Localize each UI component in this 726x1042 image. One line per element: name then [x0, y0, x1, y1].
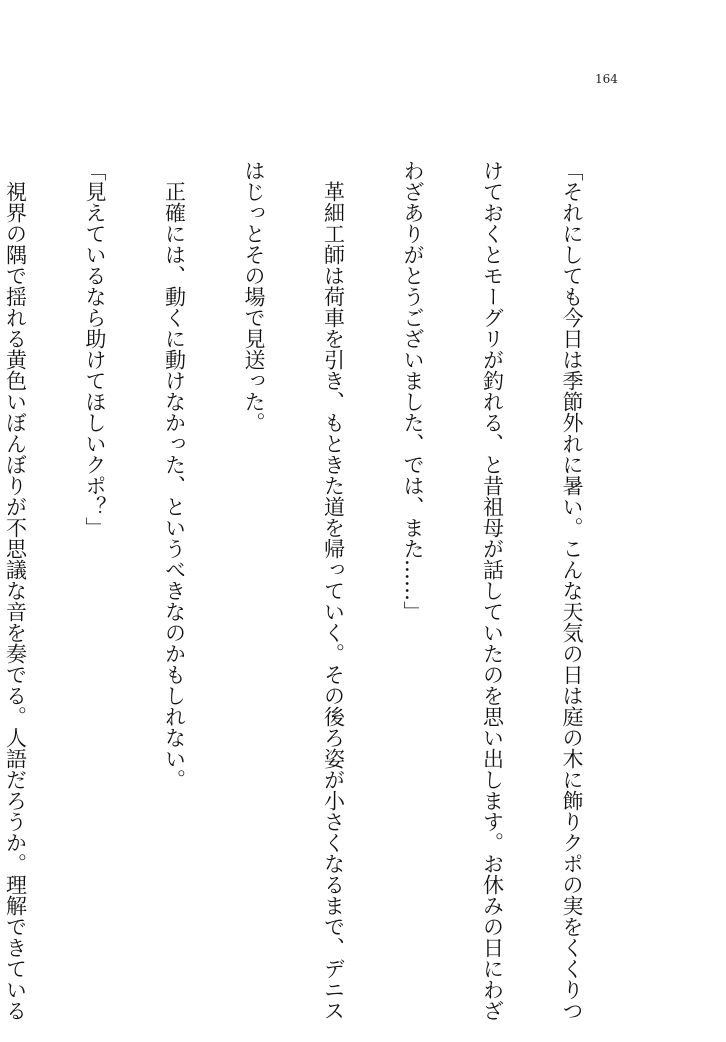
text-line: 革細工師は荷車を引き、もときた道を帰っていく。その後ろ姿が小さくなるまで、デニス — [321, 160, 346, 1021]
text-line: 正確には、動くに動けなかった、というべきなのかもしれない。 — [162, 160, 187, 790]
text-line: 「見えているなら助けてほしいクポ？」 — [83, 160, 107, 538]
text-line: 視界の隅で揺れる黄色いぼんぼりが不思議な音を奏でる。人語だろうか。理解できている — [3, 160, 28, 1021]
text-line: けておくとモーグリが釣れる、と昔祖母が話していたのを思い出します。お休みの日にわざ — [480, 160, 505, 1021]
page-number: 164 — [595, 72, 618, 86]
vertical-text-body — [3, 160, 638, 1021]
text-line: 「それにしても今日は季節外れに暑い。こんな天気の日は庭の木に飾りクポの実をくくりつ — [560, 160, 584, 1021]
text-line: わざありがとうございました、では、また……」 — [401, 160, 425, 622]
text-line: はじっとその場で見送った。 — [242, 160, 266, 433]
